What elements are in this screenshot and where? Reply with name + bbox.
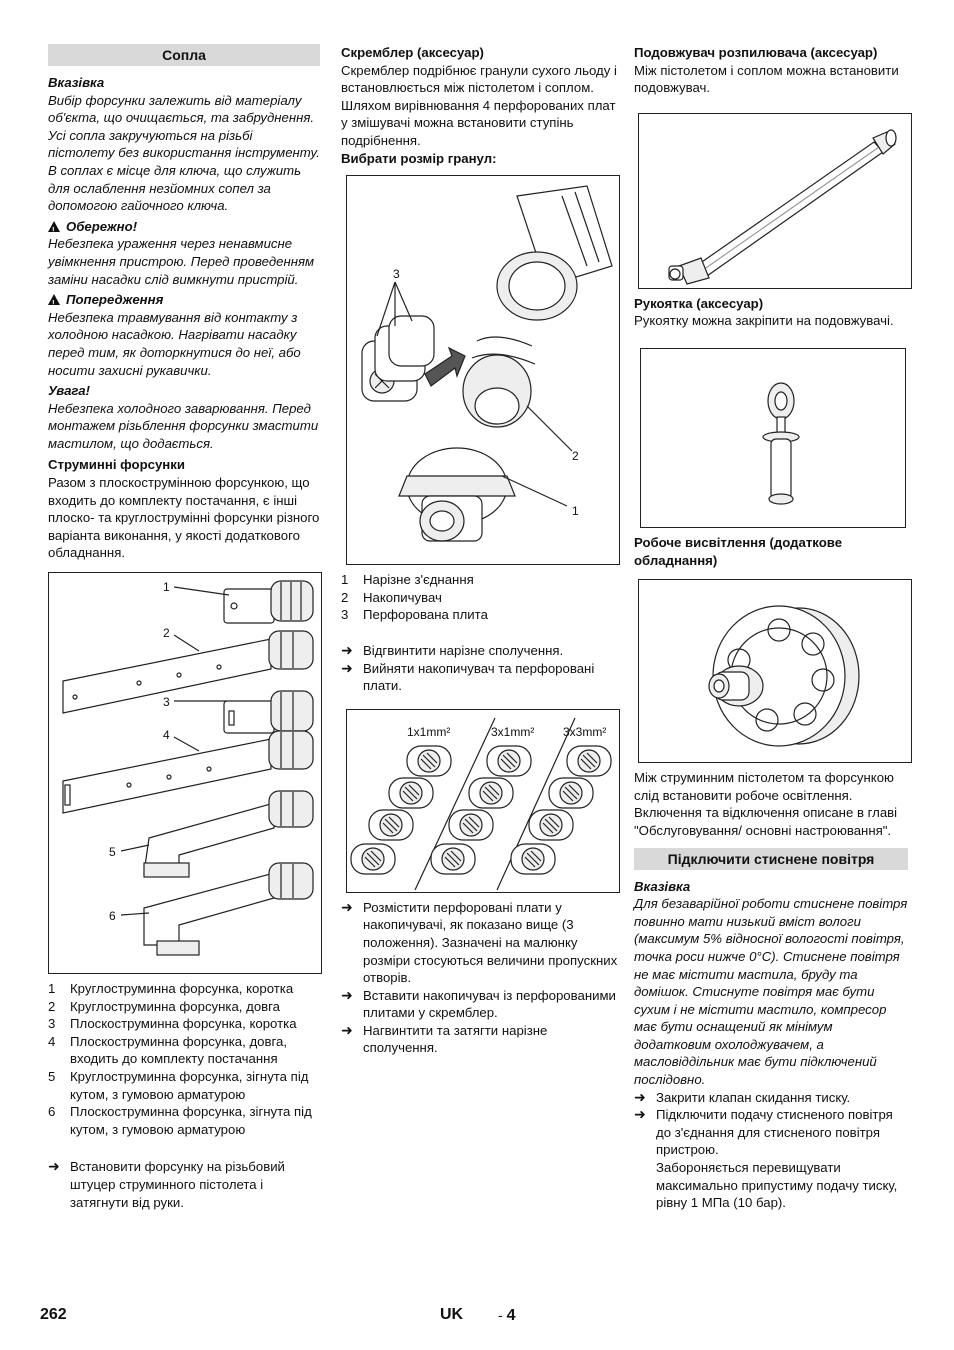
nozzles-figure (48, 572, 322, 974)
page-number: 262 (40, 1306, 67, 1323)
callout-4: 4 (163, 728, 170, 743)
column-right (634, 44, 908, 1212)
work-light-text: Між струминним пістолетом та форсункою слід встановити робоче освітлення. Включення та відключення описане в главі "Обслуговування/ основні настроювання". (634, 770, 898, 838)
scrambler-text-1: Скремблер подрібнює гранули сухого льоду і встановлюється між пістолетом і соплом. (341, 62, 617, 96)
jet-nozzles-heading: Струминні форсунки (48, 457, 185, 473)
column-left (48, 44, 320, 1211)
list-item: 4 Плоскоструминна форсунка, довга, входить до комплекту постачання (48, 1033, 288, 1067)
list-item: 6 Плоскоструминна форсунка, зігнута під кутом, з гумовою арматурою (48, 1104, 312, 1137)
scrambler-heading: Скремблер (аксесуар) (341, 45, 484, 60)
arrow-right-icon: ➜ (341, 641, 353, 658)
list-item: 5 Круглоструминна форсунка, зігнута під кутом, з гумовою арматурою (48, 1069, 309, 1102)
callout-3: 3 (393, 267, 400, 282)
warning-triangle-icon (48, 221, 60, 232)
section-title-nozzles: Сопла (48, 44, 320, 66)
nozzles-legend (48, 980, 320, 1138)
jet-nozzles-text: Разом з плоскострумінною форсункою, що входить до комплекту постачання, є інші плоско- та круглострумінні форсунки різного варіанта виконання, у якості додаткового обладнання. (48, 475, 320, 561)
arrow-right-icon: ➜ (634, 1106, 646, 1123)
list-item: 2 Круглоструминна форсунка, довга (48, 998, 281, 1014)
scrambler-legend (341, 571, 619, 624)
attention-text: Небезпека холодного заварювання. Перед монтажем різьблення форсунки змастити мастилом, що додається. (48, 400, 319, 451)
callout-1: 1 (572, 504, 579, 519)
caution-heading (48, 218, 320, 236)
extension-text: Між пістолетом і соплом можна встановити подовжувач. (634, 62, 899, 96)
caution-label: Обережно! (66, 218, 138, 234)
handle-text: Рукоятку можна закріпити на подовжувачі. (634, 313, 894, 329)
pressure-warning: Забороняється перевищувати максимально припустиму подачу тиску, рівну 1 МПа (10 бар). (656, 1160, 898, 1211)
step-place-plates: ➜ Розмістити перфоровані плати у накопичувачі, як показано вище (3 положення). Зазначені на малюнку розміри стосуються величини пропускних отворів. (341, 898, 618, 986)
caution-text: Небезпека ураження через ненавмисне увімкнення пристрою. Перед проведенням заміни насадки слід вимкнути пристрій. (48, 236, 315, 287)
section-title-compressed-air: Підключити стиснене повітря (634, 848, 908, 870)
step-insert-accumulator: ➜ Вставити накопичувач із перфорованими плитами у скремблер. (341, 986, 616, 1021)
arrow-right-icon: ➜ (341, 986, 353, 1003)
arrow-right-icon: ➜ (341, 659, 353, 676)
arrow-right-icon: ➜ (48, 1158, 60, 1175)
list-item: 3 Перфорована плита (341, 607, 488, 623)
warning-heading (48, 291, 320, 309)
section-page-number: - 4 (498, 1307, 516, 1324)
step-connect-air: ➜ Підключити подачу стисненого повітря до з'єднання для стисненого повітря пристрою. (634, 1106, 893, 1158)
step-remove-plates: ➜ Вийняти накопичувач та перфоровані плати. (341, 659, 595, 694)
extension-figure (638, 113, 912, 289)
list-item: 1 Нарізне з'єднання (341, 572, 474, 588)
nozzles-illustration (49, 573, 321, 973)
callout-6: 6 (109, 909, 116, 924)
compressed-air-note: Для безаварійної роботи стиснене повітря повинно мати низький вміст вологи (максимум 5% відносної вологості повітря, точка роси нижче 0°C). Стиснене повітря не має містити мастила, бруду та домішок. Стиснуте повітря має бути сухим і не містити мастило, компресор має бути оснащений як мінімум додатковим охолоджувачем, а масловіддільник має бути підключений послідовно. (634, 896, 908, 1088)
list-item: 2 Накопичувач (341, 589, 442, 605)
arrow-right-icon: ➜ (634, 1088, 646, 1105)
scrambler-text-2: Шляхом вирівнювання 4 перфорованих плат у змішувачі можна встановити ступінь подрібнення. (341, 97, 616, 148)
handle-illustration (641, 349, 905, 527)
column-middle (341, 44, 619, 1057)
arrow-right-icon: ➜ (341, 1021, 353, 1038)
warning-label: Попередження (66, 292, 164, 308)
size-label-3x3: 3x3mm² (563, 724, 607, 739)
attention-label: Увага! (48, 383, 90, 399)
handle-figure (640, 348, 906, 528)
plate-positions-figure (346, 709, 620, 893)
size-label-3x1: 3x1mm² (491, 724, 535, 739)
plate-positions-illustration (347, 710, 619, 892)
work-light-figure (638, 579, 912, 763)
work-light-heading: Робоче висвітлення (додаткове обладнання) (634, 534, 843, 568)
extension-heading: Подовжувач розпилювача (аксесуар) (634, 45, 878, 60)
handle-heading: Рукоятка (аксесуар) (634, 295, 764, 311)
callout-2: 2 (163, 626, 170, 641)
note-label: Вказівка (48, 75, 105, 90)
callout-1: 1 (163, 580, 170, 595)
list-item: 1 Круглоструминна форсунка, коротка (48, 981, 294, 997)
note-label: Вказівка (634, 878, 691, 894)
language-code: UK (440, 1306, 464, 1323)
arrow-right-icon: ➜ (341, 898, 353, 915)
callout-3: 3 (163, 695, 170, 710)
warning-text: Небезпека травмування від контакту з холодною насадкою. Нагрівати насадку перед тим, як доторкнутися до неї, або носити захисні рукавички. (48, 309, 301, 378)
scrambler-illustration (347, 176, 619, 564)
size-label-1x1: 1x1mm² (407, 724, 451, 739)
pellet-size-heading: Вибрати розмір гранул: (341, 150, 497, 166)
note-text: Вибір форсунки залежить від матеріалу об'єкта, що очищається, та забруднення. (48, 92, 315, 126)
work-light-illustration (639, 580, 911, 762)
step-install-nozzle: ➜ Встановити форсунку на різьбовий штуцер струминного пістолета і затягнути від руки. (48, 1158, 285, 1210)
step-tighten: ➜ Нагвинтити та затягти нарізне сполучення. (341, 1021, 548, 1056)
note-text-2: Усі сопла закручуються на різьбі пістолету без використання інструменту. В соплах є місце для ключа, що служить для ослаблення незйомних сопел за допомогою гайочного ключа. (48, 127, 320, 214)
scrambler-figure (346, 175, 620, 565)
extension-illustration (639, 114, 911, 288)
callout-5: 5 (109, 845, 116, 860)
list-item: 3 Плоскоструминна форсунка, коротка (48, 1016, 297, 1032)
warning-triangle-icon (48, 294, 60, 305)
callout-2: 2 (572, 449, 579, 464)
step-close-valve: ➜ Закрити клапан скидання тиску. (634, 1088, 851, 1105)
step-unscrew: ➜ Відгвинтити нарізне сполучення. (341, 641, 564, 658)
